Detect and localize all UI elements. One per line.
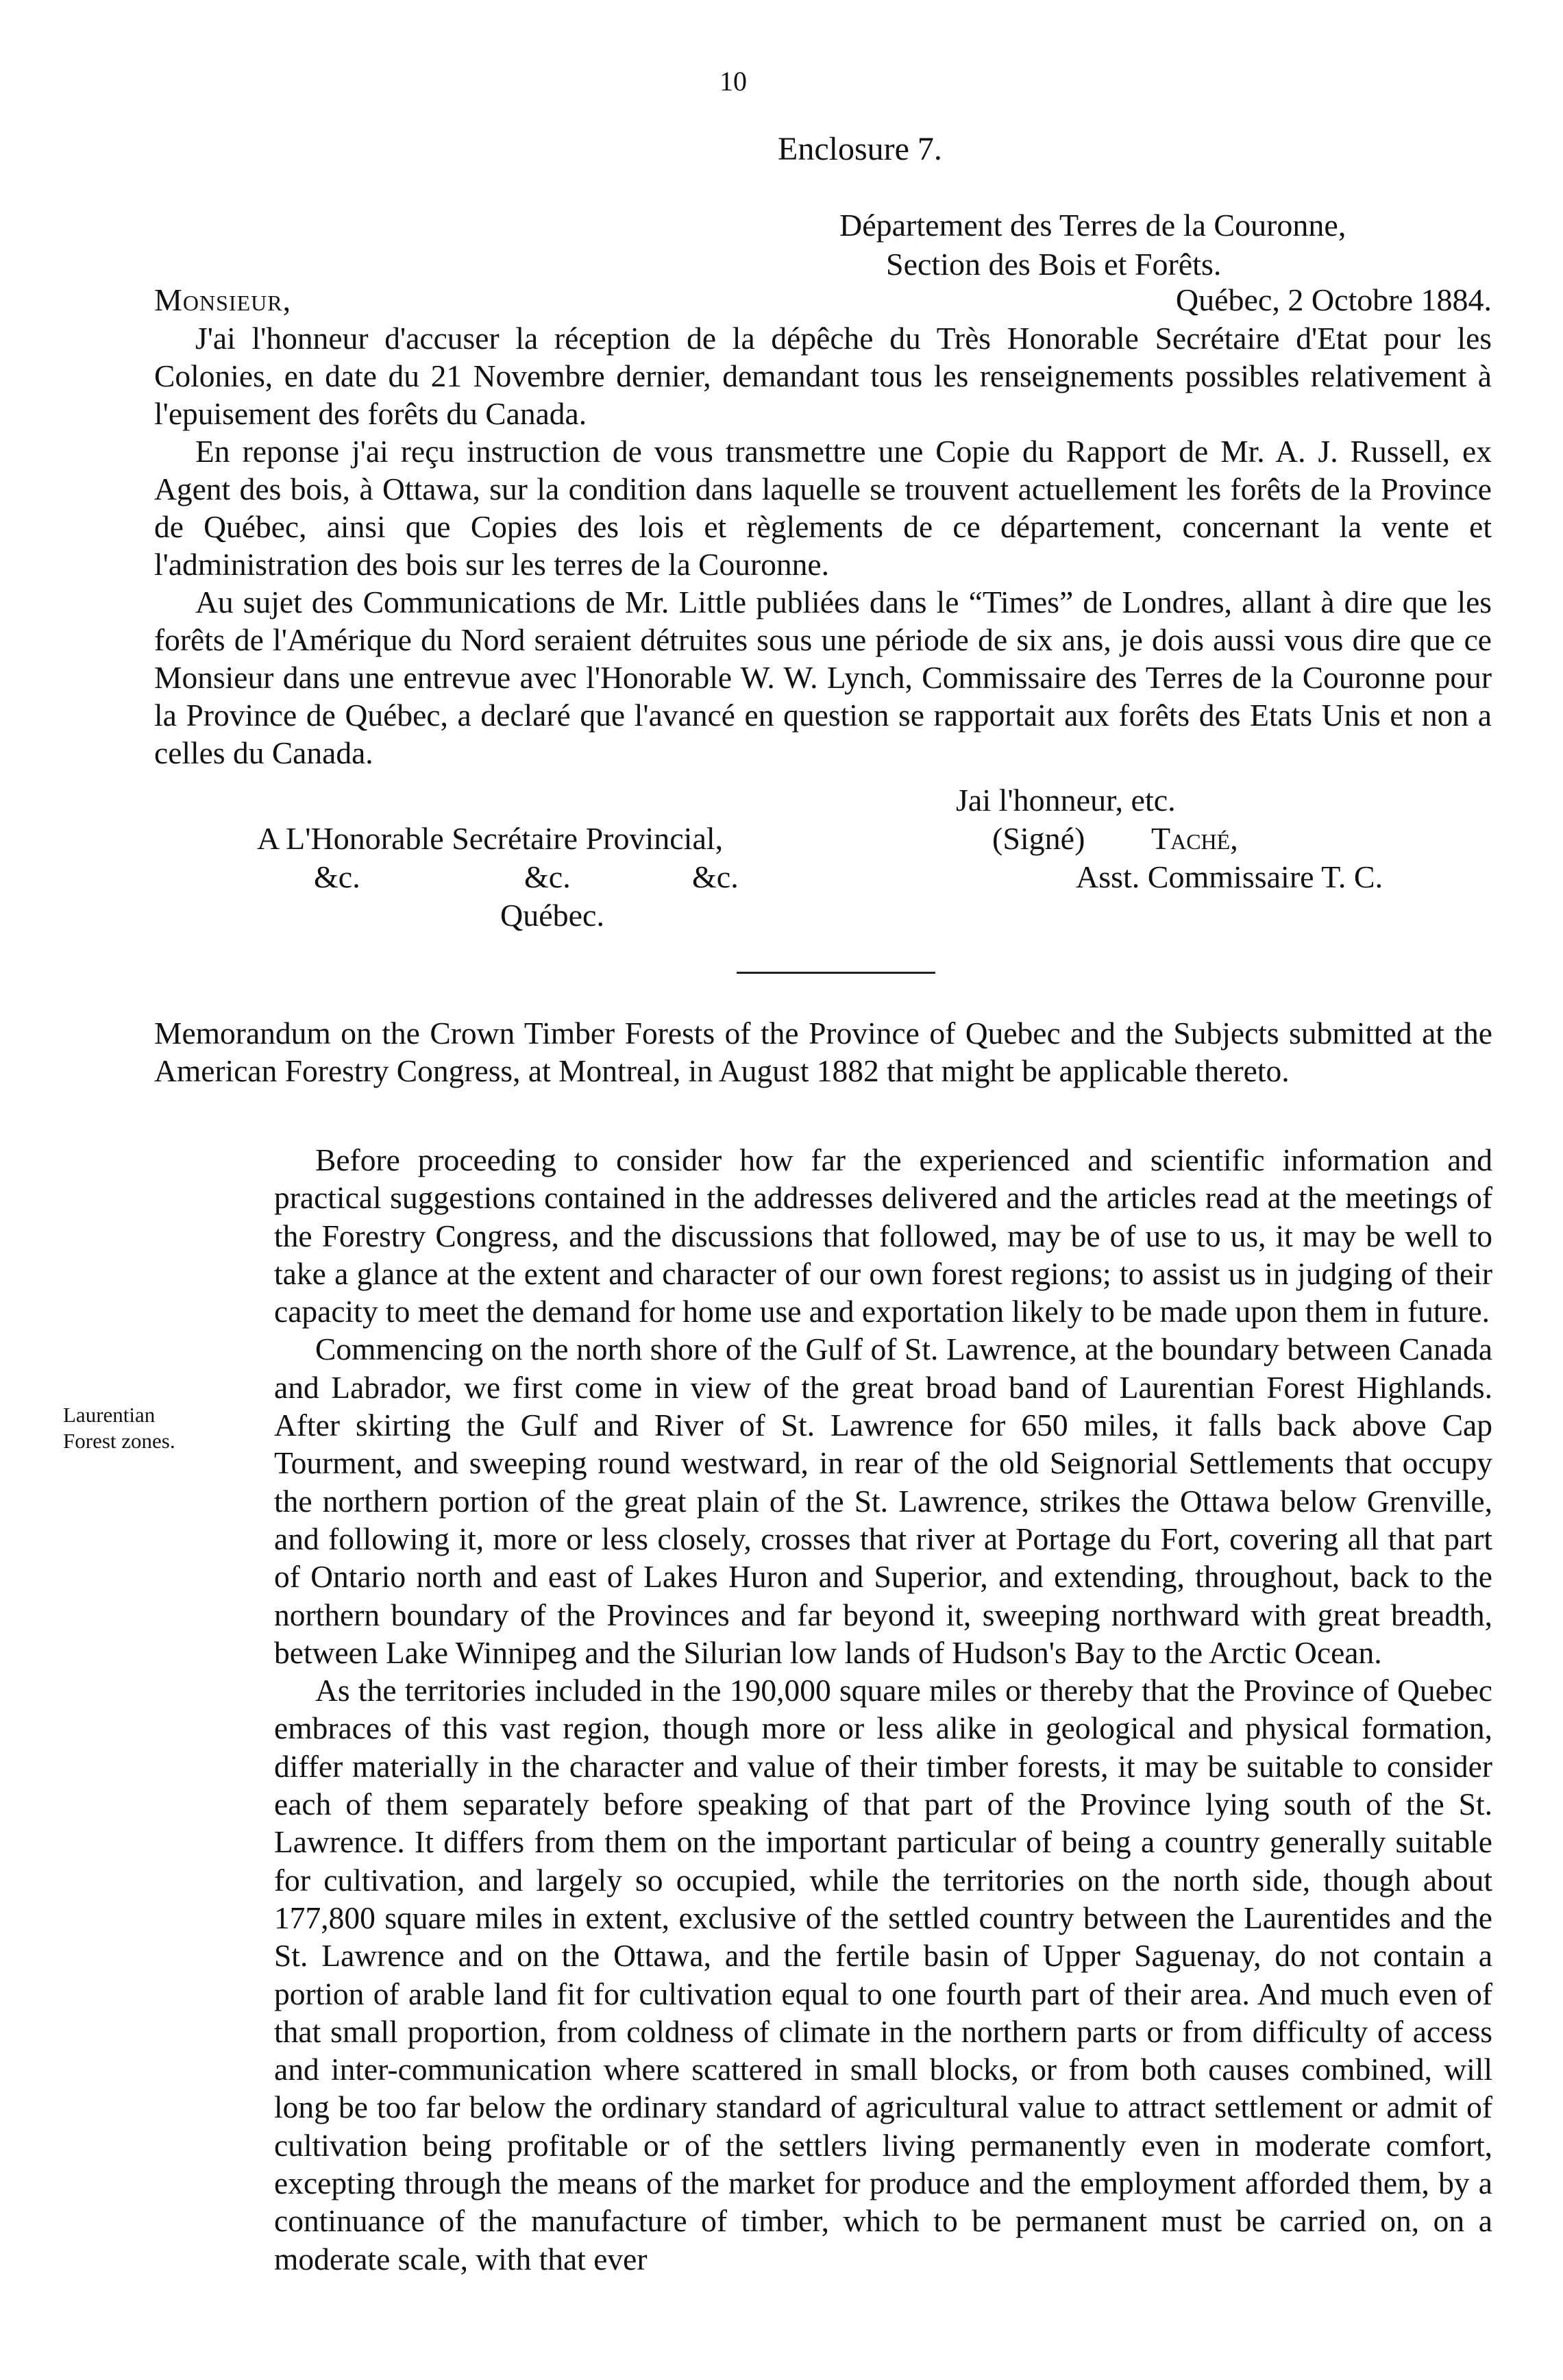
memorandum-paragraph-2: Commencing on the north shore of the Gulf of St. Lawrence, at the boundary between Canada and Labrador, we first come in view of the great broad band of Laurentian Forest Highlands. After skirting the Gulf and River of St. Lawrence for 650 miles, it falls back above Cap Tourment, and sweeping round westward, in rear of the old Seignorial Settlements that occupy the northern portion of the great plain of the St. Lawrence, strikes the Ottawa below Grenville, and following it, more or less closely, crosses that river at Portage du Fort, covering all that part of Ontario north and east of Lakes Huron and Superior, and extending, throughout, back to the northern boundary of the Provinces and far beyond it, sweeping northward with great breadth, between Lake Winnipeg and the Silurian low lands of Hudson's Bay to the Arctic Ocean.: [274, 1332, 1492, 1670]
addressee-etc-3: &c.: [692, 859, 739, 894]
letter-paragraph-2: En reponse j'ai reçu instruction de vous transmettre une Copie du Rapport de Mr. A. J. Russell, ex Agent des bois, à Ottawa, sur la condition dans laquelle se trouvent actuellement les forêts de la Province de Québec, ainsi que Copies des lois et règlements de ce département, concernant la vente et l'administration des bois sur les terres de la Couronne.: [154, 434, 1492, 582]
letter-paragraph-1: J'ai l'honneur d'accuser la réception de la dépêche du Très Honorable Secrétaire d'Etat pour les Colonies, en date du 21 Novembre dernier, demandant tous les renseignements possibles relativement à l'epuisement des forêts du Canada.: [154, 321, 1492, 431]
closing: Jai l'honneur, etc.: [956, 783, 1176, 818]
memorandum-heading: [154, 1014, 1492, 1090]
letter-body: [154, 319, 1492, 772]
addressee-etc-2: &c.: [524, 859, 571, 894]
memorandum-paragraph-1: Before proceeding to consider how far the experienced and scientific information and practical suggestions contained in the addresses delivered and the articles read at the meetings of the Forestry Congress, and the discussions that followed, may be of use to us, it may be well to take a glance at the extent and character of our own forest regions; to assist us in judging of their capacity to meet the demand for home use and exportation likely to be made upon them in future.: [274, 1142, 1492, 1329]
addressee-line: A L'Honorable Secrétaire Provincial,: [257, 821, 724, 856]
section-divider: [737, 972, 935, 974]
place-date: Québec, 2 Octobre 1884.: [1175, 282, 1492, 317]
margin-note: Laurentian Forest zones.: [63, 1403, 175, 1453]
signed-name: Taché,: [1151, 821, 1238, 856]
signed-label: (Signé): [992, 821, 1085, 856]
memorandum-paragraph-3: As the territories included in the 190,000 square miles or thereby that the Province of Quebec embraces of this vast region, though more or less alike in geological and physical formation, differ materially in the character and value of their timber forests, it may be suitable to consider each of them separately before speaking of that part of the Province lying south of the St. Lawrence. It differs from them on the important particular of being a country generally suitable for cultivation, and largely so occupied, while the territories on the north side, though about 177,800 square miles in extent, exclusive of the settled country between the Laurentides and the St. Lawrence and on the Ottawa, and the fertile basin of Upper Saguenay, do not contain a portion of arable land fit for cultivation equal to one fourth part of their area. And much even of that small proportion, from coldness of climate in the northern parts or from difficulty of access and inter-communication where scattered in small blocks, or from both causes combined, will long be too far below the ordinary standard of agricultural value to attract settlement or admit of cultivation being profitable or of the settlers living permanently even in moderate comfort, excepting through the means of the market for produce and the employment afforded them, by a continuance of the manufacture of timber, which to be permanent must be carried on, on a moderate scale, with that ever: [274, 1673, 1492, 2277]
addressee-city: Québec.: [500, 898, 604, 933]
salutation: Monsieur,: [154, 282, 292, 317]
page-number: 10: [719, 66, 747, 97]
memorandum-heading-text: Memorandum on the Crown Timber Forests of the Province of Quebec and the Subjects submitted at the American Forestry Congress, at Montreal, in August 1882 that might be applicable thereto.: [154, 1016, 1492, 1088]
addressee-etc-1: &c.: [314, 859, 360, 894]
department-line-1: Département des Terres de la Couronne,: [839, 208, 1346, 243]
department-address: [839, 206, 1497, 284]
letter-paragraph-3: Au sujet des Communications de Mr. Little publiées dans le “Times” de Londres, allant à dire que les forêts de l'Amérique du Nord seraient détruites sous une période de six ans, je dois aussi vous dire que ce Monsieur dans une entrevue avec l'Honorable W. W. Lynch, Commissaire des Terres de la Couronne pour la Province de Québec, a declaré que l'avancé en question se rapportait aux forêts des Etats Unis et non a celles du Canada.: [154, 585, 1492, 770]
signer-title: Asst. Commissaire T. C.: [1076, 859, 1383, 894]
memorandum-body: [274, 1141, 1492, 2278]
enclosure-title: Enclosure 7.: [778, 131, 942, 167]
department-line-2: Section des Bois et Forêts.: [886, 247, 1222, 282]
